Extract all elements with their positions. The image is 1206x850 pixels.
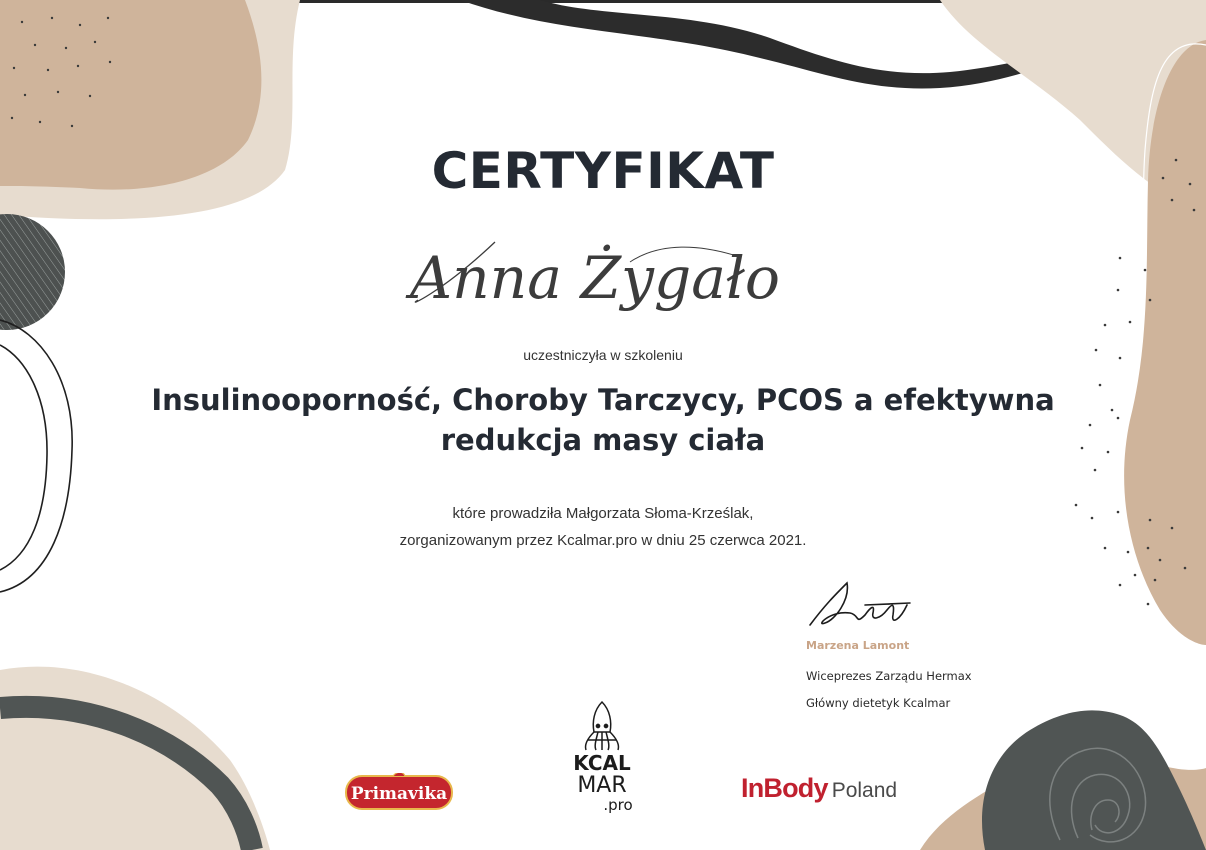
details-line-organizer: zorganizowanym przez Kcalmar.pro w dniu 25 czerwca 2021. <box>399 532 807 549</box>
recipient-name-signature <box>400 222 810 337</box>
signer-role-line-1: Wiceprezes Zarządu Hermax <box>806 669 972 683</box>
course-details <box>0 500 1206 554</box>
kcalmar-logo-line1: KCAL <box>573 751 631 775</box>
kcalmar-logo-line2: MAR <box>577 773 627 798</box>
signer-name: Marzena Lamont <box>806 639 910 652</box>
signer-role-line-2: Główny dietetyk Kcalmar <box>806 696 951 710</box>
kcalmar-logo-line3: .pro <box>603 796 633 814</box>
intro-text: uczestniczyła w szkoleniu <box>523 347 683 363</box>
left-striped-circle <box>0 214 65 330</box>
details-line-instructor: które prowadziła Małgorzata Słoma-Krześlak, <box>452 505 754 522</box>
bottom-left-light-wave <box>0 667 270 850</box>
squid-icon <box>585 702 618 750</box>
svg-text:Anna Żygało: Anna Żygało <box>404 244 780 312</box>
signer-handwritten-signature <box>805 575 915 635</box>
certificate-title: CERTYFIKAT <box>431 142 775 200</box>
bottom-right-dark-rock <box>982 710 1206 850</box>
primavika-logo-text: Primavika <box>350 784 448 804</box>
kcalmar-logo <box>560 700 645 820</box>
recipient-name-script <box>400 222 810 332</box>
primavika-logo <box>345 773 453 811</box>
inbody-region-text: Poland <box>831 779 898 802</box>
inbody-brand-text: InBody <box>741 773 828 803</box>
inbody-poland-logo <box>741 773 897 804</box>
course-title: Insulinooporność, Choroby Tarczycy, PCOS a efektywna redukcja masy ciała <box>151 383 1055 457</box>
